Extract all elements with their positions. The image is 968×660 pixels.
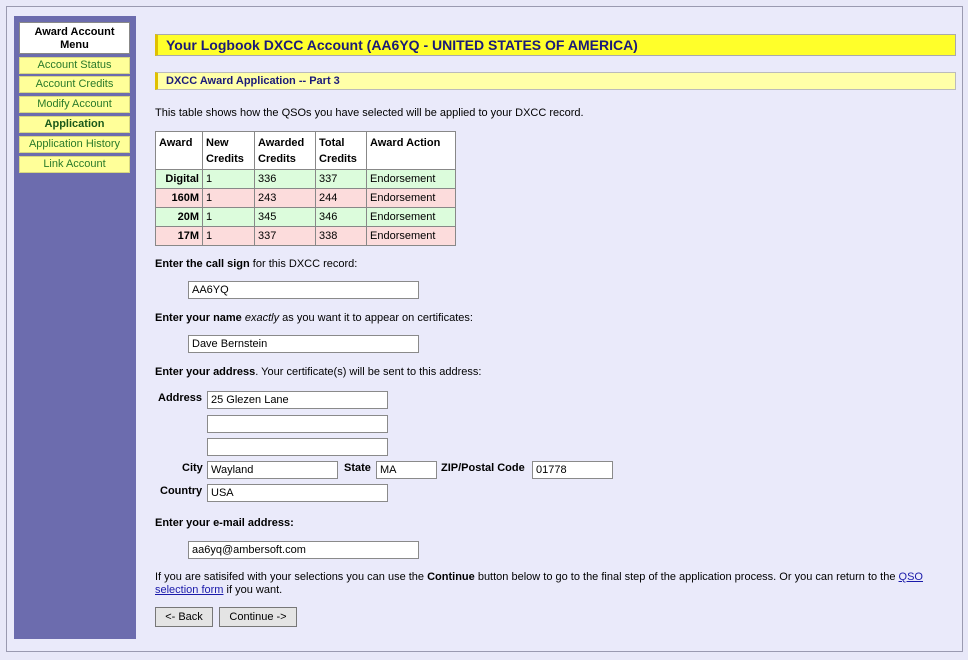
cell-new: 1 (203, 208, 255, 227)
cell-action: Endorsement (367, 189, 456, 208)
cell-awarded: 336 (255, 170, 316, 189)
table-row (156, 208, 456, 227)
award-table (155, 131, 456, 246)
zip-label: ZIP/Postal Code (441, 462, 525, 474)
sidebar-item-application-history[interactable]: Application History (19, 136, 130, 153)
cell-award: 17M (156, 227, 203, 246)
page-title: Your Logbook DXCC Account (AA6YQ - UNITED STATES OF AMERICA) (155, 34, 956, 56)
callsign-prompt (155, 258, 357, 270)
cell-awarded: 337 (255, 227, 316, 246)
cell-total: 338 (316, 227, 367, 246)
cell-total: 346 (316, 208, 367, 227)
cell-action: Endorsement (367, 227, 456, 246)
address-prompt (155, 366, 481, 378)
cell-award: Digital (156, 170, 203, 189)
footer-text-2: button below to go to the final step of the application process. Or you can return to the (474, 571, 899, 583)
callsign-prompt-rest: for this DXCC record: (249, 258, 358, 270)
qso-link-part2: selection form (155, 584, 224, 596)
country-label: Country (160, 485, 203, 497)
city-input[interactable]: Wayland (207, 461, 338, 479)
country-input[interactable]: USA (207, 484, 388, 502)
col-award-action: Award Action (367, 132, 456, 170)
callsign-prompt-bold: Enter the call sign (155, 258, 250, 270)
cell-new: 1 (203, 227, 255, 246)
col-total-credits: Total Credits (316, 132, 367, 170)
address-line3-input[interactable] (207, 438, 388, 456)
name-prompt (155, 312, 473, 324)
name-prompt-bold: Enter your name (155, 312, 242, 324)
table-header-row (156, 132, 456, 170)
sidebar-item-modify-account[interactable]: Modify Account (19, 96, 130, 113)
footer-continue-word: Continue (427, 571, 475, 583)
cell-action: Endorsement (367, 208, 456, 227)
sidebar-item-account-credits[interactable]: Account Credits (19, 76, 130, 93)
cell-total: 244 (316, 189, 367, 208)
continue-button[interactable]: Continue -> (219, 607, 297, 627)
name-prompt-em: exactly (244, 312, 280, 324)
cell-new: 1 (203, 170, 255, 189)
table-row (156, 189, 456, 208)
table-row (156, 170, 456, 189)
cell-award: 160M (156, 189, 203, 208)
callsign-input[interactable]: AA6YQ (188, 281, 419, 299)
cell-award: 20M (156, 208, 203, 227)
menu-heading: Award Account Menu (19, 22, 130, 54)
address-prompt-bold: Enter your address (155, 366, 256, 378)
email-prompt: Enter your e-mail address: (155, 517, 294, 529)
address-line2-input[interactable] (207, 415, 388, 433)
table-row (156, 227, 456, 246)
name-input[interactable]: Dave Bernstein (188, 335, 419, 353)
back-button[interactable]: <- Back (155, 607, 213, 627)
footer-text-3: if you want. (223, 584, 283, 596)
cell-awarded: 243 (255, 189, 316, 208)
address-label: Address (158, 392, 203, 404)
col-awarded-credits: Awarded Credits (255, 132, 316, 170)
footer-text-1: If you are satisifed with your selections you can use the (155, 571, 428, 583)
col-new-credits: New Credits (203, 132, 255, 170)
page-frame (6, 6, 963, 652)
qso-link-part1: QSO (898, 571, 923, 583)
intro-text: This table shows how the QSOs you have selected will be applied to your DXCC record. (155, 107, 584, 119)
city-label: City (182, 462, 203, 474)
sidebar-item-link-account[interactable]: Link Account (19, 156, 130, 173)
cell-total: 337 (316, 170, 367, 189)
state-input[interactable]: MA (376, 461, 437, 479)
footer-text (155, 571, 950, 597)
name-prompt-rest: as you want it to appear on certificates: (279, 312, 473, 324)
email-input[interactable]: aa6yq@ambersoft.com (188, 541, 419, 559)
cell-new: 1 (203, 189, 255, 208)
section-title: DXCC Award Application -- Part 3 (155, 72, 956, 90)
sidebar-item-account-status[interactable]: Account Status (19, 57, 130, 74)
zip-input[interactable]: 01778 (532, 461, 613, 479)
address-line1-input[interactable]: 25 Glezen Lane (207, 391, 388, 409)
address-prompt-rest: . Your certificate(s) will be sent to this address: (255, 366, 482, 378)
col-award: Award (156, 132, 203, 170)
state-label: State (344, 462, 371, 474)
sidebar-item-application[interactable]: Application (19, 116, 130, 133)
cell-awarded: 345 (255, 208, 316, 227)
cell-action: Endorsement (367, 170, 456, 189)
sidebar (14, 16, 136, 639)
